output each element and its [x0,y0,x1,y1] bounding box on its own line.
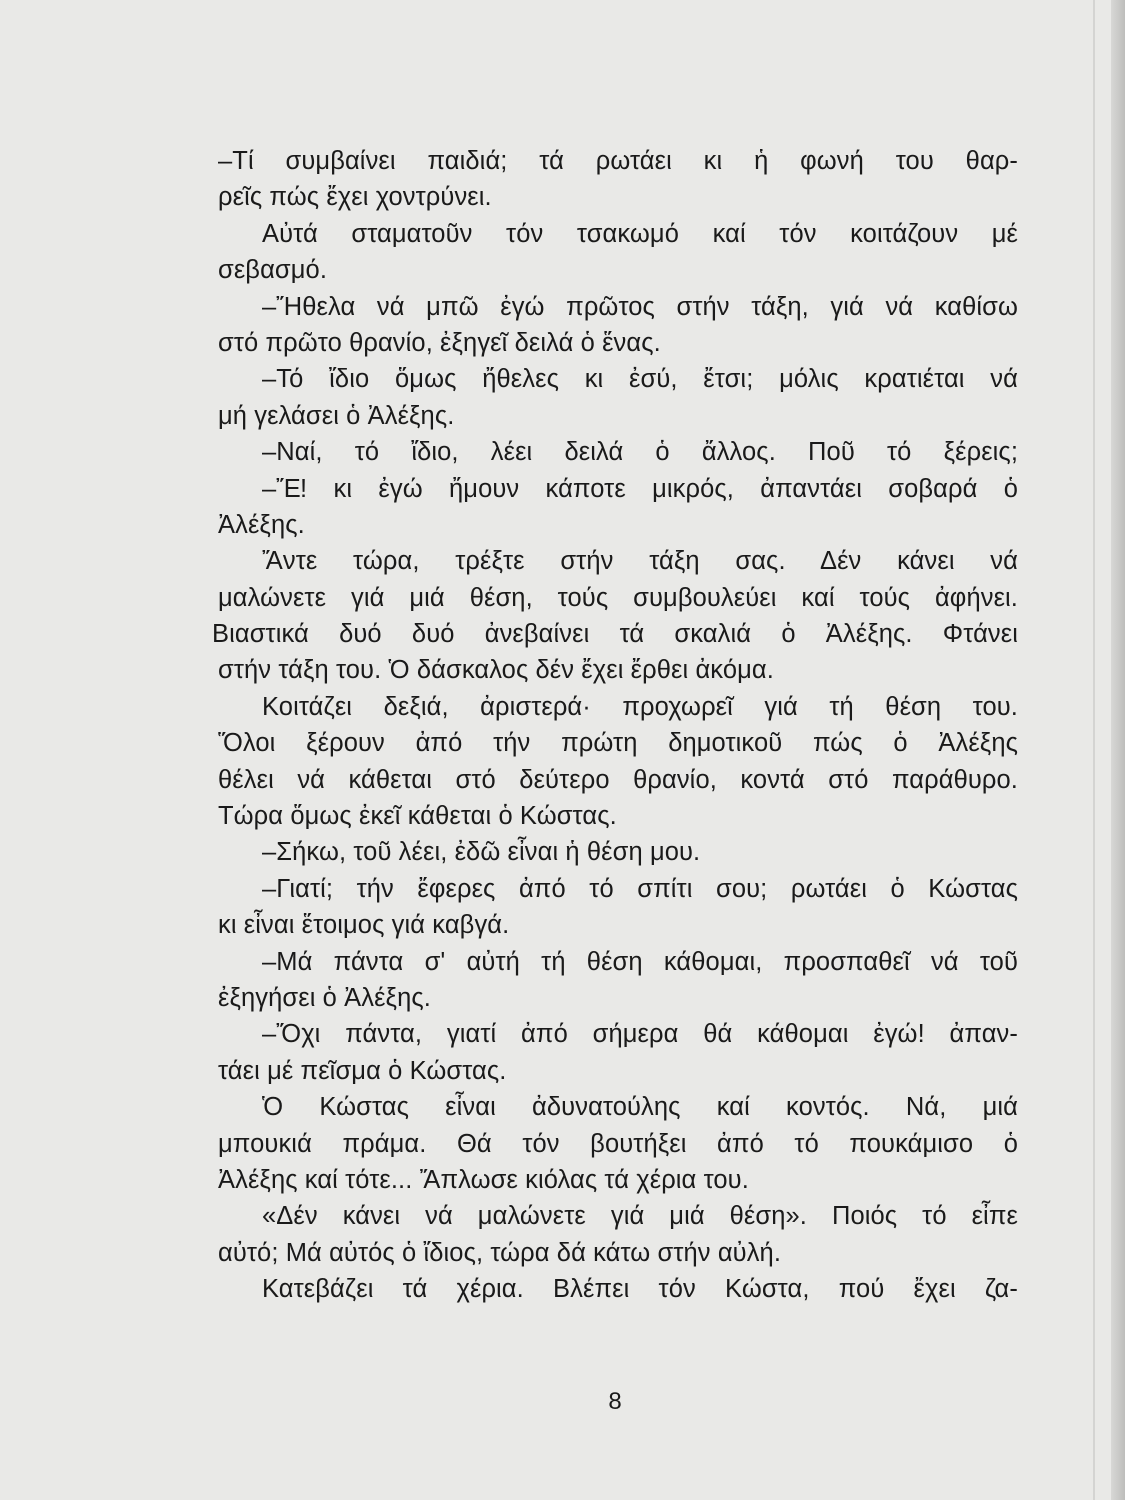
text-line: Ἀλέξης. [218,510,305,539]
text-line: Βιαστικά δυό δυό ἀνεβαίνει τά σκαλιά ὁ Ἀλέξης. Φτάνει [212,620,1018,649]
text-line: στήν τάξη του. Ὁ δάσκαλος δέν ἔχει ἔρθει ἀκόμα. [218,656,774,685]
text-line: –Γιατί; τήν ἔφερες ἀπό τό σπίτι σου; ρωτάει ὁ Κώστας [262,874,1018,903]
text-line: –Σήκω, τοῦ λέει, ἐδῶ εἶναι ἡ θέση μου. [262,838,701,867]
text-line: –Ἤθελα νά μπῶ ἐγώ πρῶτος στήν τάξη, γιά νά καθίσω [262,292,1018,321]
text-line: ἐξηγήσει ὁ Ἀλέξης. [218,983,431,1012]
text-line: τάει μέ πεῖσμα ὁ Κώστας. [218,1056,507,1085]
body-text [212,143,1018,1308]
page-edge [1111,0,1125,1500]
page-number: 8 [608,1388,622,1415]
text-line: μπουκιά πράμα. Θά τόν βουτήξει ἀπό τό πουκάμισο ὁ [218,1129,1018,1158]
text-line: –Τί συμβαίνει παιδιά; τά ρωτάει κι ἡ φωνή του θαρ- [218,147,1018,175]
text-line: Κοιτάζει δεξιά, ἀριστερά· προχωρεῖ γιά τή θέση του. [262,692,1018,721]
text-line: Ὁ Κώστας εἶναι ἀδυνατούλης καί κοντός. Νά, μιά [262,1093,1018,1122]
text-line: –Μά πάντα σ' αὐτή τή θέση κάθομαι, προσπαθεῖ νά τοῦ [262,947,1018,976]
text-line: Ὅλοι ξέρουν ἀπό τήν πρώτη δημοτικοῦ πώς ὁ Ἀλέξης [218,729,1018,758]
text-line: –Ἔ! κι ἐγώ ἤμουν κάποτε μικρός, ἀπαντάει σοβαρά ὁ [262,474,1018,503]
text-line: Κατεβάζει τά χέρια. Βλέπει τόν Κώστα, πού ἔχει ζα- [262,1275,1018,1304]
text-line: αὐτό; Μά αὐτός ὁ ἴδιος, τώρα δά κάτω στήν αὐλή. [218,1238,782,1267]
page-fold-shadow [1093,0,1095,1500]
text-line: –Ὄχι πάντα, γιατί ἀπό σήμερα θά κάθομαι ἐγώ! ἀπαν- [262,1020,1018,1049]
text-line: ρεῖς πώς ἔχει χοντρύνει. [218,183,492,212]
text-line: –Ναί, τό ἴδιο, λέει δειλά ὁ ἄλλος. Ποῦ τό ξέρεις; [262,438,1018,467]
text-line: μή γελάσει ὁ Ἀλέξης. [218,401,455,430]
text-line: Τώρα ὅμως ἐκεῖ κάθεται ὁ Κώστας. [218,802,617,831]
text-line: κι εἶναι ἕτοιμος γιά καβγά. [218,911,510,940]
text-line: θέλει νά κάθεται στό δεύτερο θρανίο, κοντά στό παράθυρο. [218,765,1018,794]
text-line: μαλώνετε γιά μιά θέση, τούς συμβουλεύει καί τούς ἀφήνει. [218,583,1018,612]
text-line: Ἄντε τώρα, τρέξτε στήν τάξη σας. Δέν κάνει νά [262,547,1018,576]
text-line: Ἀλέξης καί τότε... Ἄπλωσε κιόλας τά χέρια του. [218,1165,749,1194]
text-line: Αὐτά σταματοῦν τόν τσακωμό καί τόν κοιτάζουν μέ [262,219,1018,248]
text-line: –Τό ἴδιο ὅμως ἤθελες κι ἐσύ, ἔτσι; μόλις κρατιέται νά [262,365,1018,394]
text-line: στό πρῶτο θρανίο, ἐξηγεῖ δειλά ὁ ἕνας. [218,328,661,357]
text-line: «Δέν κάνει νά μαλώνετε γιά μιά θέση». Ποιός τό εἶπε [262,1202,1018,1231]
text-line: σεβασμό. [218,256,328,285]
